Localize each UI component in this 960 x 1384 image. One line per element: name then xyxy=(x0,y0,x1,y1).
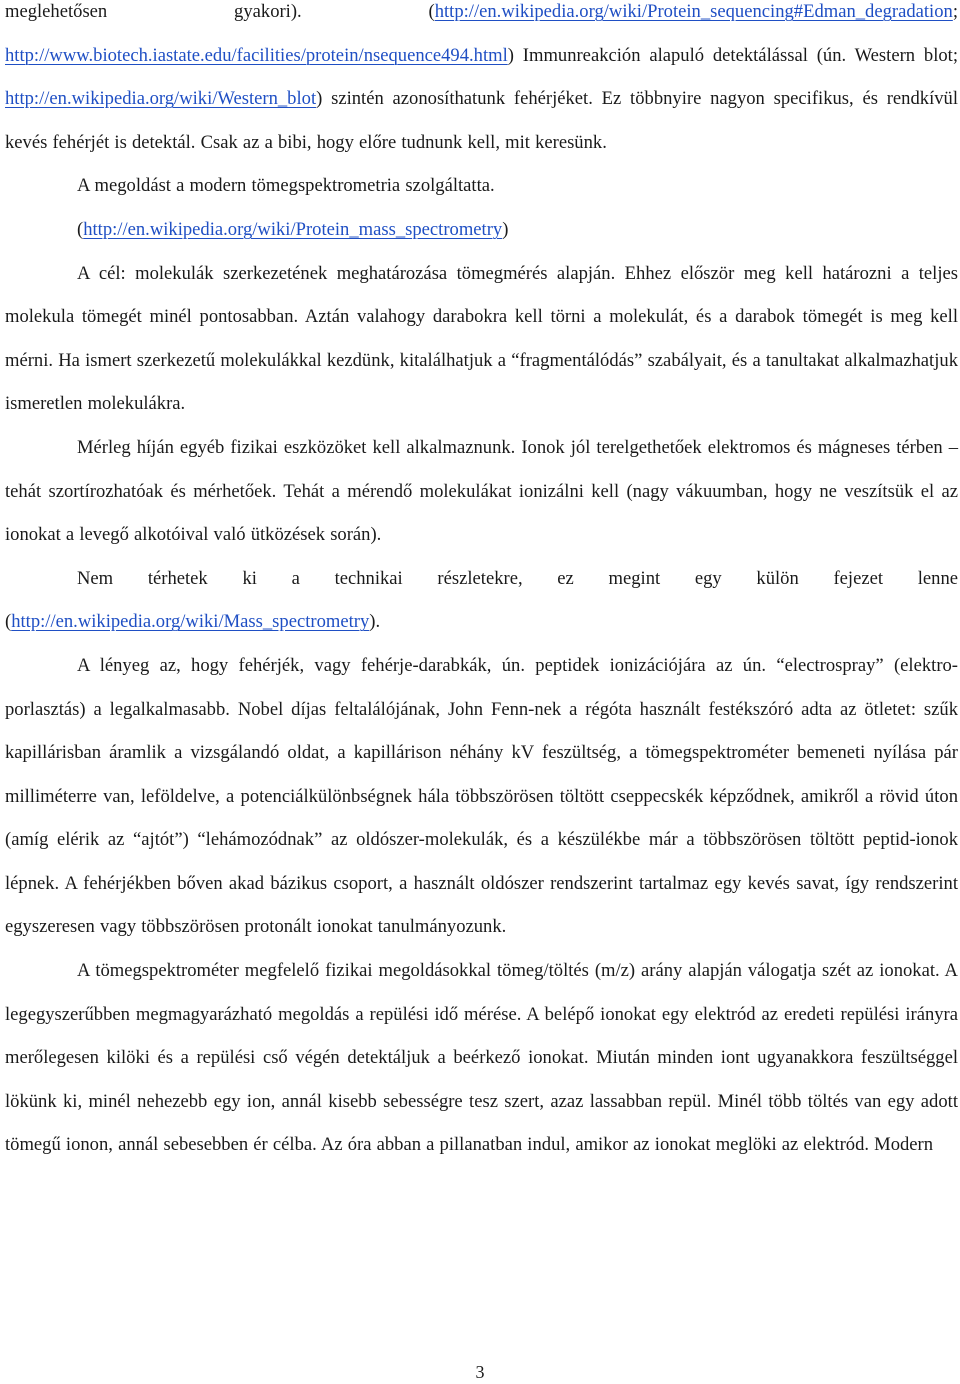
text-run: ; xyxy=(952,1,958,22)
paragraph-8 xyxy=(5,949,958,1167)
hyperlink[interactable]: http://en.wikipedia.org/wiki/Western_blot xyxy=(5,88,317,110)
text-run: meglehetősen gyakori). ( xyxy=(5,1,435,22)
paragraph-3 xyxy=(5,208,958,252)
paragraph-4 xyxy=(5,252,958,426)
hyperlink[interactable]: http://en.wikipedia.org/wiki/Protein_mass_spectrometry xyxy=(83,218,503,240)
hyperlink[interactable]: http://en.wikipedia.org/wiki/Protein_sequencing#Edman_degradation xyxy=(434,1,953,22)
paragraph-2 xyxy=(5,164,958,208)
text-run: ) Immunreakción alapuló detektálással (ún. Western blot; xyxy=(507,44,958,66)
hyperlink[interactable]: http://www.biotech.iastate.edu/facilities/protein/nsequence494.html xyxy=(5,44,508,66)
paragraph-6 xyxy=(5,557,958,644)
text-run: A lényeg az, hogy fehérjék, vagy fehérje-darabkák, ún. peptidek ionizációjára az ún. “electrospray” (elektro-porlasztás) a legalkalmasabb. Nobel díjas feltalálójának, John Fenn-nek a régóta használt festékszóró adta az ötletet: szűk kapillárisban áramlik a vizsgálandó oldat, a kapillárison néhány kV feszültség, a tömegspektrométer bemeneti nyílása pár milliméterre van, leföldelve, a potenciálkülönbségnek hála többszörösen töltött cseppecskék képződnek, amikről a rövid úton (amíg elérik az “ajtót”) “lehámozódnak” az oldószer-molekulák, és a készülékbe már a többszörösen töltött peptid-ionok lépnek. A fehérjékben bőven akad bázikus csoport, a használt oldószer rendszerint tartalmaz egy kevés savat, így rendszerint egyszeresen vagy többszörösen protonált ionokat tanulmányozunk. xyxy=(5,654,958,938)
page-number: 3 xyxy=(475,1362,485,1382)
paragraph-5 xyxy=(5,426,958,557)
text-run: ) szintén azonosíthatunk fehérjéket. Ez többnyire nagyon specifikus, és rendkívül kevés fehérjét is detektál. Csak az a bibi, hogy előre tudnunk kell, mit keresünk. xyxy=(5,88,958,153)
text-run: ) xyxy=(502,218,509,240)
text-run: A tömegspektrométer megfelelő fizikai megoldásokkal tömeg/töltés (m/z) arány alapján válogatja szét az ionokat. A legegyszerűbben megmagyarázható megoldás a repülési idő mérése. A belépő ionokat egy elektród az eredeti repülési irányra merőlegesen kilöki és a repülési cső végén detektáljuk a beérkező ionokat. Miután minden iont ugyanakkora feszültséggel lökünk ki, minél nehezebb egy ion, annál kisebb sebességre tesz szert, azaz lassabban repül. Minél több töltés van egy adott tömegű ionon, annál sebesebben ér célba. Az óra abban a pillanatban indul, amikor az ionokat meglöki az elektród. Modern xyxy=(5,960,958,1156)
text-run: ( xyxy=(77,218,84,240)
paragraph-7 xyxy=(5,644,958,949)
text-run: Nem térhetek ki a technikai részletekre, ez megint egy külön fejezet lenne ( xyxy=(5,567,958,633)
body-text xyxy=(5,0,958,1167)
text-run: A cél: molekulák szerkezetének meghatározása tömegmérés alapján. Ehhez először meg kell határozni a teljes molekula tömegét minél pontosabban. Aztán valahogy darabokra kell törni a molekulát, és a darabok tömegét is meg kell mérni. Ha ismert szerkezetű molekulákkal kezdünk, kitalálhatjuk a “fragmentálódás” szabályait, és a tanultakat alkalmazhatjuk ismeretlen molekulákra. xyxy=(5,262,958,415)
text-run: A megoldást a modern tömegspektrometria szolgáltatta. xyxy=(77,175,495,197)
text-run: ). xyxy=(369,611,381,633)
text-run: Mérleg híján egyéb fizikai eszközöket kell alkalmaznunk. Ionok jól terelgethetőek elektromos és mágneses térben – tehát szortírozhatóak és mérhetőek. Tehát a mérendő molekulákat ionizálni kell (nagy vákuumban, hogy ne veszítsük el az ionokat a levegő alkotóival való ütközések során). xyxy=(5,436,958,546)
hyperlink[interactable]: http://en.wikipedia.org/wiki/Mass_spectrometry xyxy=(11,611,370,633)
paragraph-1 xyxy=(5,0,958,164)
